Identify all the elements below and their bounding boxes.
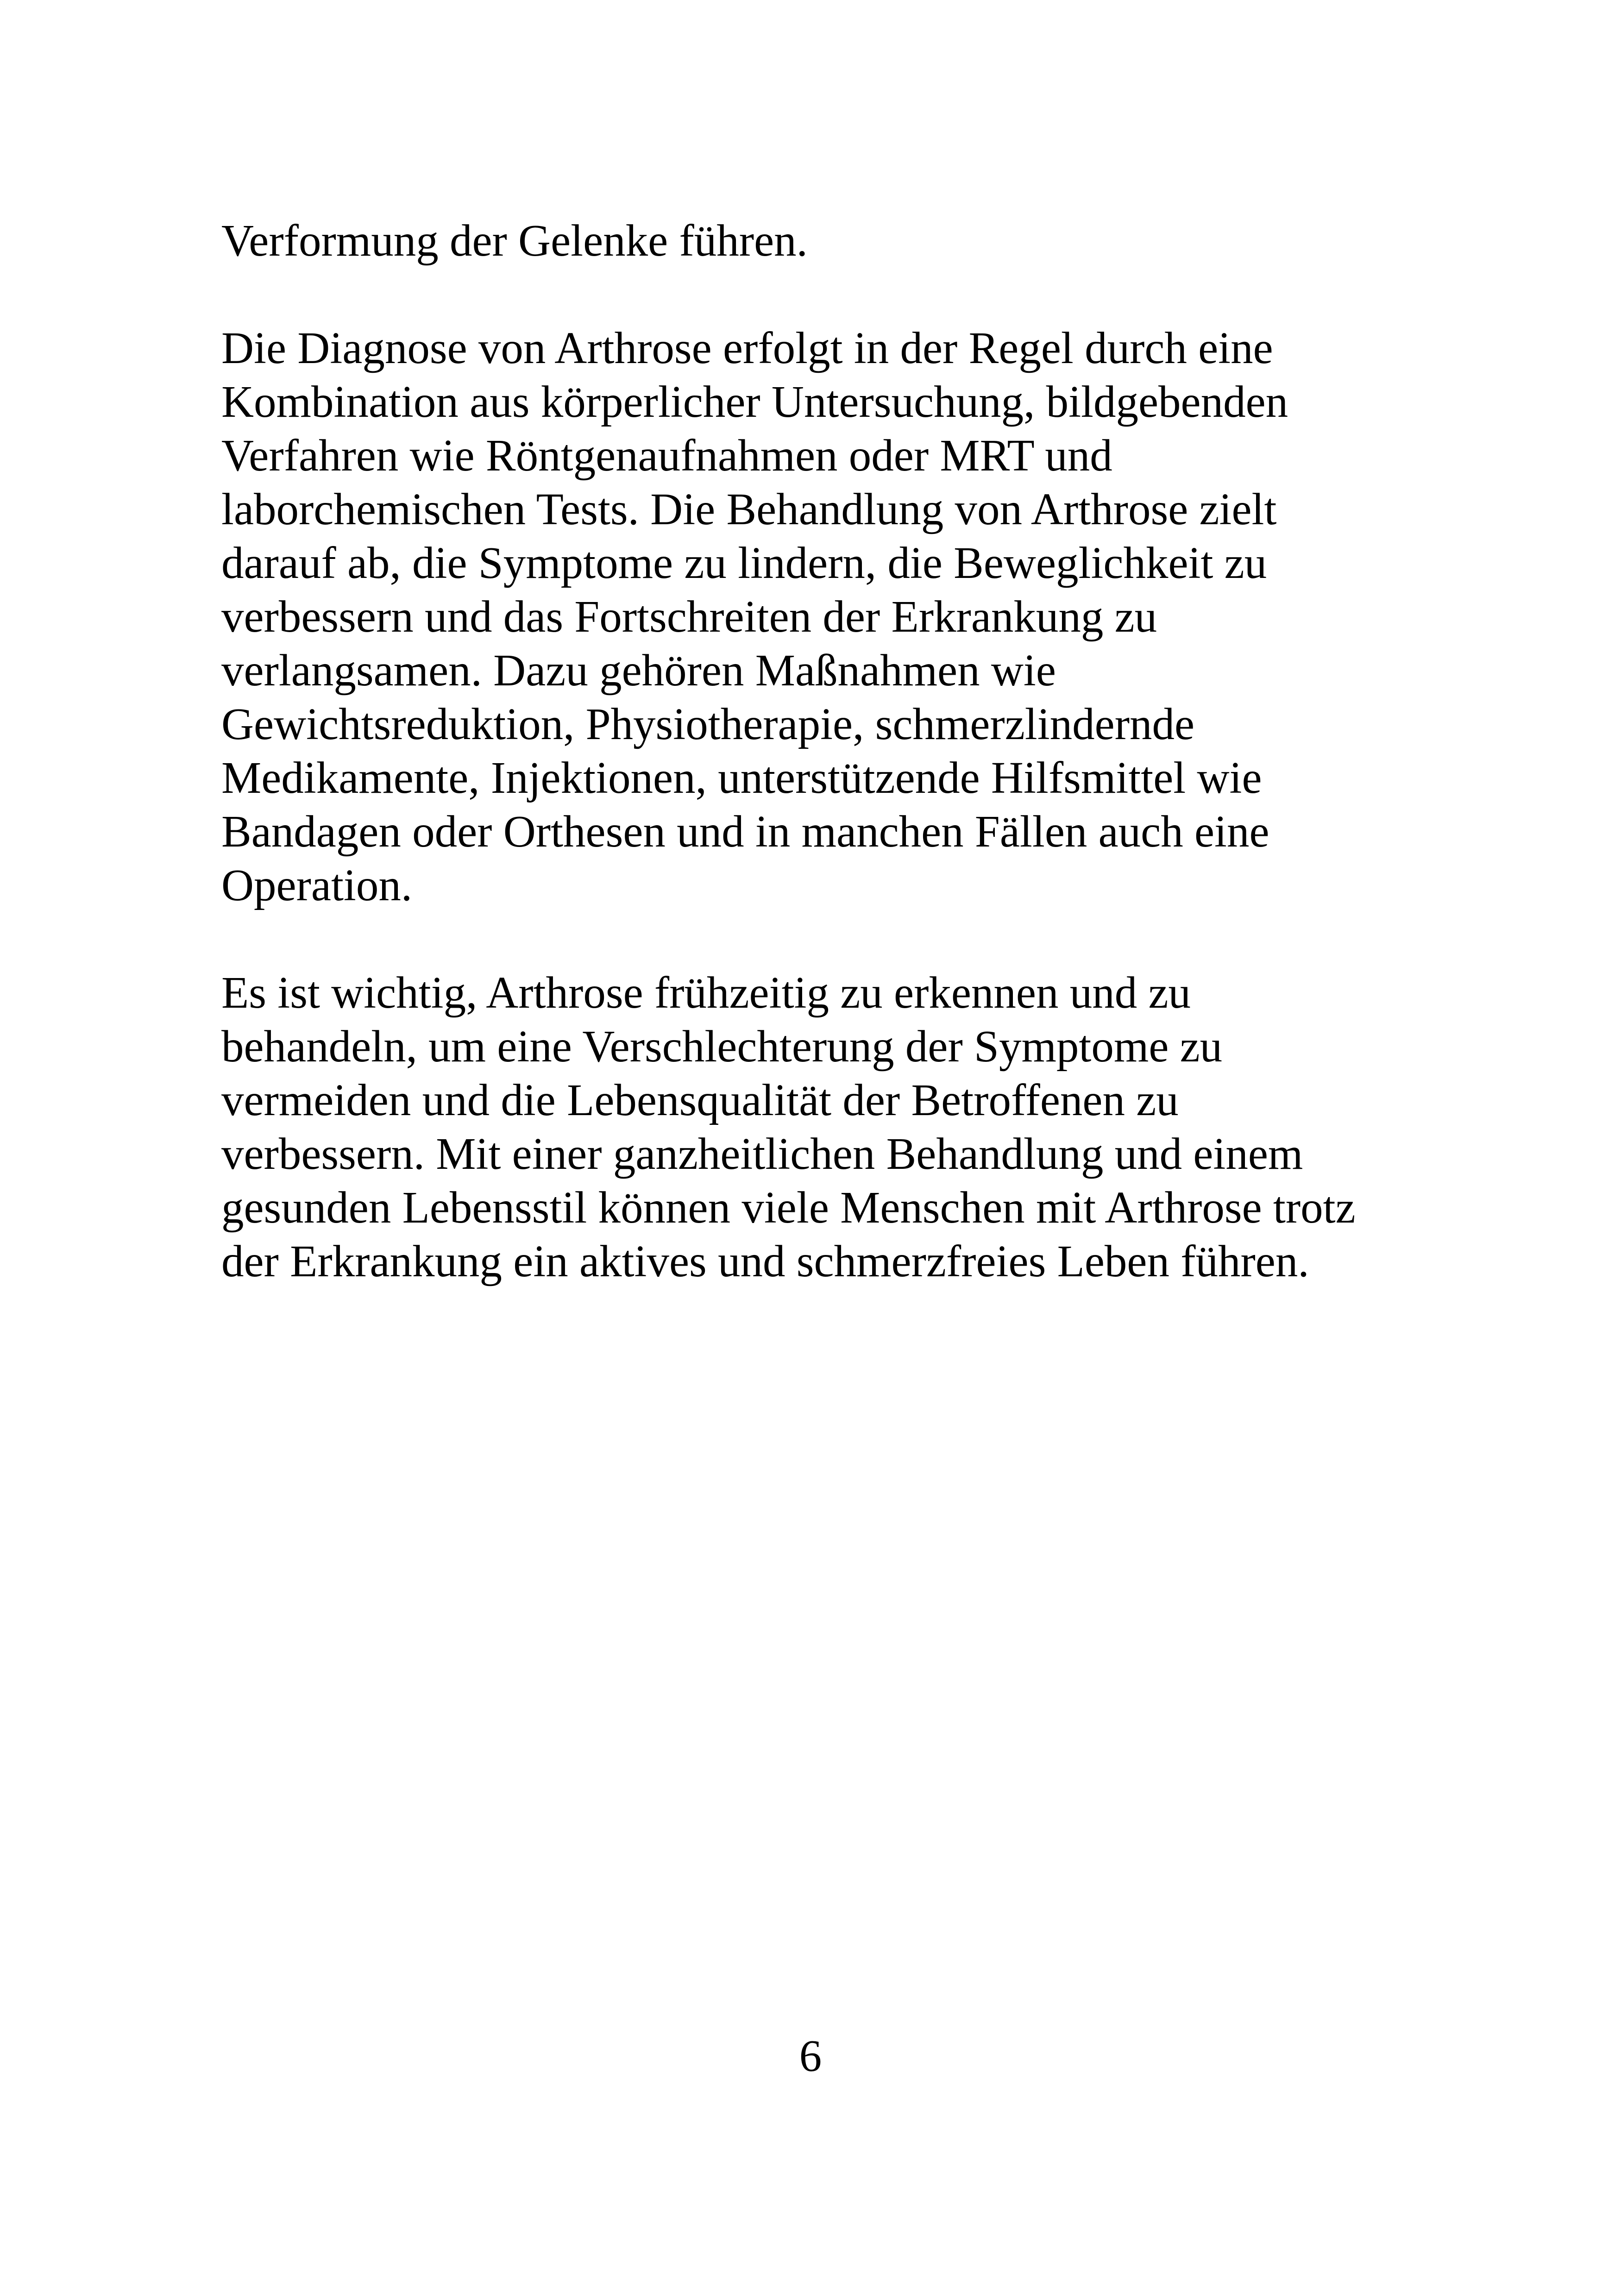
text-line: vermeiden und die Lebensqualität der Betroffenen zu bbox=[221, 1075, 1179, 1125]
text-line: gesunden Lebensstil können viele Menschen mit Arthrose trotz bbox=[221, 1183, 1356, 1232]
text-line: Die Diagnose von Arthrose erfolgt in der Regel durch eine bbox=[221, 323, 1273, 373]
text-line: verlangsamen. Dazu gehören Maßnahmen wie bbox=[221, 646, 1056, 695]
text-line: Verfahren wie Röntgenaufnahmen oder MRT und bbox=[221, 431, 1112, 480]
text-line: Bandagen oder Orthesen und in manchen Fällen auch eine bbox=[221, 807, 1269, 856]
text-line: Verformung der Gelenke führen. bbox=[221, 216, 808, 265]
text-line: Operation. bbox=[221, 860, 413, 910]
body-text bbox=[221, 214, 1449, 1288]
text-line: laborchemischen Tests. Die Behandlung von Arthrose zielt bbox=[221, 484, 1277, 534]
text-line: Gewichtsreduktion, Physiotherapie, schmerzlindernde bbox=[221, 699, 1195, 749]
text-line: Kombination aus körperlicher Untersuchung, bildgebenden bbox=[221, 377, 1288, 427]
paragraph-3 bbox=[221, 966, 1449, 1288]
text-line: behandeln, um eine Verschlechterung der Symptome zu bbox=[221, 1022, 1223, 1071]
text-line: verbessern und das Fortschreiten der Erkrankung zu bbox=[221, 592, 1157, 641]
paragraph-spacer bbox=[221, 268, 1449, 321]
text-line: darauf ab, die Symptome zu lindern, die Beweglichkeit zu bbox=[221, 538, 1267, 588]
text-line: Es ist wichtig, Arthrose frühzeitig zu erkennen und zu bbox=[221, 968, 1191, 1017]
paragraph-spacer bbox=[221, 912, 1449, 966]
text-line: Medikamente, Injektionen, unterstützende Hilfsmittel wie bbox=[221, 753, 1262, 803]
paragraph-2 bbox=[221, 321, 1449, 912]
page-number: 6 bbox=[799, 2031, 822, 2081]
paragraph-1 bbox=[221, 214, 1449, 268]
text-line: der Erkrankung ein aktives und schmerzfreies Leben führen. bbox=[221, 1236, 1309, 1286]
text-line: verbessern. Mit einer ganzheitlichen Behandlung und einem bbox=[221, 1129, 1303, 1179]
